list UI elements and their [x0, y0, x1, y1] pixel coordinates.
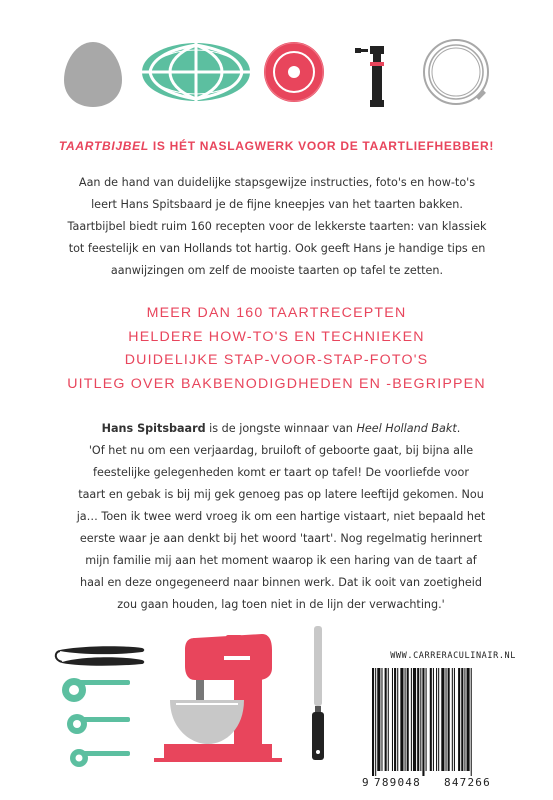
cake-plate-icon	[264, 42, 324, 102]
barcode-bar	[377, 668, 380, 771]
bio-intro-mid: is de jongste winnaar van	[205, 422, 357, 435]
intro-paragraph	[62, 172, 492, 282]
quote-line: eerste waar je aan denkt bij het woord 'taart'. Nog regelmatig herinnert	[79, 532, 483, 545]
barcode-bar	[411, 668, 412, 771]
barcode-bar	[407, 668, 409, 771]
top-icon-row	[0, 0, 553, 120]
barcode-bar	[394, 668, 396, 771]
barcode-bar	[388, 668, 389, 771]
show-name: Heel Holland Bakt	[356, 422, 457, 435]
intro-line: leert Hans Spitsbaard je de fijne kneepjes van het taarten bakken.	[91, 198, 463, 211]
barcode-bar	[392, 668, 393, 771]
feature-item: DUIDELIJKE STAP-VOOR-STAP-FOTO'S	[124, 352, 429, 368]
intro-line: Aan de hand van duidelijke stapsgewijze instructies, foto's en how-to's	[78, 176, 476, 189]
barcode-bar	[405, 668, 406, 771]
bio-intro-line	[36, 418, 526, 440]
quote-line: haal en deze ongegeneerd naar binnen werk. Dat ik ooit van zoetigheid	[79, 576, 482, 589]
barcode-bar	[413, 668, 416, 771]
barcode-bar	[420, 668, 421, 771]
barcode-bar	[385, 668, 387, 771]
headline-text: IS HÉT NASLAGWERK VOOR DE TAARTLIEFHEBBER!	[148, 139, 495, 153]
barcode-bar	[400, 668, 403, 771]
barcode-bar	[461, 668, 463, 771]
barcode-bar	[454, 668, 455, 771]
barcode-bar	[397, 668, 398, 771]
feature-item: HELDERE HOW-TO'S EN TECHNIEKEN	[128, 328, 425, 345]
quote-line: feestelijke gelegenheden komt er taart op tafel! De voorliefde voor	[93, 466, 469, 479]
headline-brand: TAARTBIJBEL	[58, 139, 149, 153]
barcode-bar	[471, 668, 472, 776]
barcode-digits-left: 789048	[374, 776, 421, 788]
feature-item: UITLEG OVER BAKBENODIGDHEDEN EN -BEGRIPPEN	[67, 375, 486, 392]
quote-line: mijn familie mij aan het moment waarop ik een haring van de taart af	[85, 554, 477, 567]
feature-list	[0, 302, 553, 396]
quote-line: taart en gebak is bij mij gek genoeg pas op latere leeftijd gekomen. Nou	[78, 488, 484, 501]
barcode-bar	[436, 668, 437, 771]
author-bio	[36, 418, 526, 616]
feature-item: MEER DAN 160 TAARTRECEPTEN	[146, 305, 407, 321]
barcode-bar	[446, 668, 447, 771]
barcode-bar	[430, 668, 432, 771]
barcode-bar	[381, 668, 382, 771]
barcode-bars	[372, 668, 472, 776]
measuring-spoons-icon	[62, 678, 130, 767]
headline	[0, 139, 553, 153]
vanilla-pod-icon	[56, 646, 145, 665]
barcode	[360, 668, 518, 788]
barcode-digits-right: 847266	[444, 776, 491, 788]
website-url[interactable]: WWW.CARRERACULINAIR.NL	[390, 651, 516, 661]
barcode-bar	[458, 668, 460, 771]
bio-intro-end: .	[456, 422, 461, 435]
egg-icon	[64, 42, 122, 107]
stand-mixer-icon	[154, 634, 282, 762]
quote-line: ja… Toen ik twee werd vroeg ik om een hartige vistaart, niet bepaald het	[76, 510, 486, 523]
cake-ring-icon	[424, 40, 488, 104]
barcode-bar	[464, 668, 465, 771]
barcode-digit-lead: 9	[362, 776, 369, 788]
blowtorch-icon	[355, 46, 384, 107]
barcode-bar	[467, 668, 470, 771]
barcode-bar	[375, 668, 376, 776]
barcode-bar	[438, 668, 439, 771]
watermelon-icon	[142, 43, 250, 101]
barcode-bar	[426, 668, 427, 771]
author-name: Hans Spitsbaard	[101, 422, 206, 435]
intro-line: tot feestelijk en van Hollands tot hartig. Ook geeft Hans je handige tips en	[68, 242, 486, 255]
spatula-icon	[312, 626, 324, 760]
intro-line: aanwijzingen om zelf de mooiste taarten op tafel te zetten.	[110, 264, 444, 277]
quote-line: zou gaan houden, lag toen niet in de lijn der verwachting.'	[117, 598, 445, 611]
intro-line: Taartbijbel biedt ruim 160 recepten voor de lekkerste taarten: van klassiek	[67, 220, 487, 233]
barcode-bar	[441, 668, 444, 771]
barcode-bar	[433, 668, 434, 771]
barcode-bar	[417, 668, 419, 771]
barcode-bar	[452, 668, 453, 771]
quote-line: 'Of het nu om een verjaardag, bruiloft of geboorte gaat, bij bijna alle	[88, 444, 474, 457]
barcode-bar	[422, 668, 424, 776]
barcode-bar	[448, 668, 450, 771]
barcode-bar	[372, 668, 374, 776]
